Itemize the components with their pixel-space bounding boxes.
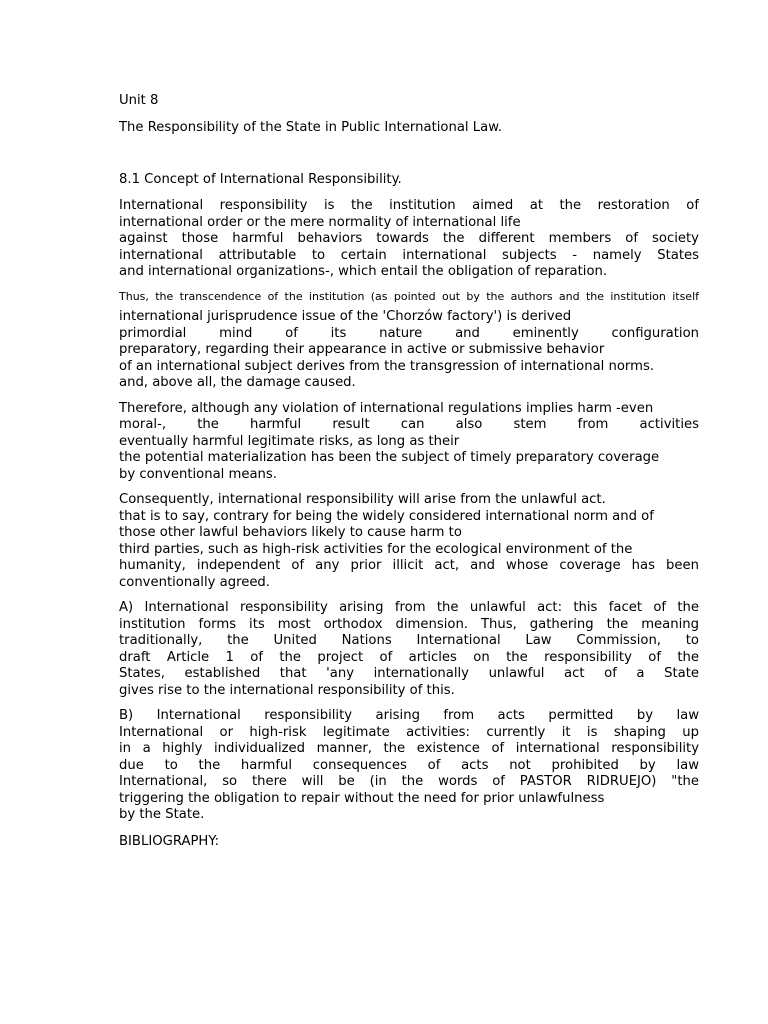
paragraph: [119, 492, 699, 591]
paragraph-line: by the State.: [119, 807, 205, 822]
paragraph: [119, 401, 699, 484]
paragraph-line: B) International responsibility arising from acts permitted by law: [119, 708, 699, 723]
paragraph-line: and, above all, the damage caused.: [119, 375, 356, 390]
paragraph-line: those other lawful behaviors likely to cause harm to: [119, 525, 462, 540]
paragraph-line: gives rise to the international responsibility of this.: [119, 682, 455, 698]
paragraph-line: primordial mind of its nature and eminently configuration: [119, 325, 699, 341]
paragraph: [119, 708, 699, 824]
paragraph-line: triggering the obligation to repair without the need for prior unlawfulness: [119, 790, 605, 806]
paragraphs-container: [119, 198, 699, 824]
paragraph-line: Consequently, international responsibility will arise from the unlawful act.: [119, 492, 606, 507]
paragraph-line: of an international subject derives from the transgression of international norms.: [119, 358, 655, 374]
paragraph-line: draft Article 1 of the project of articles on the responsibility of the: [119, 649, 699, 665]
paragraph-line: conventionally agreed.: [119, 574, 270, 590]
document-title: The Responsibility of the State in Public International Law.: [119, 120, 502, 135]
paragraph-line: against those harmful behaviors towards the different members of society: [119, 231, 699, 246]
paragraph-line: preparatory, regarding their appearance in active or submissive behavior: [119, 342, 605, 357]
document-body: [119, 92, 699, 850]
paragraph-line: third parties, such as high-risk activities for the ecological environment of the: [119, 541, 633, 557]
paragraph-line: that is to say, contrary for being the widely considered international norm and of: [119, 508, 654, 524]
paragraph-line: international jurisprudence issue of the 'Chorzów factory') is derived: [119, 309, 572, 324]
paragraph-line: International responsibility is the institution aimed at the restoration of: [119, 198, 699, 213]
bibliography-heading: BIBLIOGRAPHY:: [119, 833, 220, 849]
paragraph-line: international order or the mere normality of international life: [119, 214, 521, 230]
paragraph-line: Thus, the transcendence of the institution (as pointed out by the authors and the institution itself: [119, 289, 699, 303]
paragraph-line: the potential materialization has been the subject of timely preparatory coverage: [119, 450, 660, 465]
paragraph-line: eventually harmful legitimate risks, as long as their: [119, 433, 460, 449]
paragraph-line: and international organizations-, which entail the obligation of reparation.: [119, 264, 608, 279]
paragraph-line: traditionally, the United Nations International Law Commission, to: [119, 633, 699, 648]
paragraph: [119, 290, 699, 392]
paragraph: [119, 198, 699, 281]
paragraph-line: Therefore, although any violation of international regulations implies harm -even: [119, 400, 654, 416]
paragraph-line: humanity, independent of any prior illicit act, and whose coverage has been: [119, 558, 699, 573]
paragraph-line: due to the harmful consequences of acts not prohibited by law: [119, 757, 699, 773]
paragraph-line: in a highly individualized manner, the existence of international responsibility: [119, 741, 699, 756]
paragraph-line: international attributable to certain international subjects - namely States: [119, 247, 699, 263]
paragraph-line: International or high-risk legitimate activities: currently it is shaping up: [119, 724, 699, 740]
paragraph-line: A) International responsibility arising from the unlawful act: this facet of the: [119, 600, 699, 615]
paragraph-line: by conventional means.: [119, 466, 277, 482]
section-heading: 8.1 Concept of International Responsibility.: [119, 172, 402, 187]
paragraph: [119, 600, 699, 699]
paragraph-line: States, established that 'any internationally unlawful act of a State: [119, 666, 699, 681]
paragraph-line: moral-, the harmful result can also stem from activities: [119, 417, 699, 432]
unit-heading: Unit 8: [119, 93, 159, 108]
paragraph-line: institution forms its most orthodox dimension. Thus, gathering the meaning: [119, 616, 699, 632]
paragraph-line: International, so there will be (in the words of PASTOR RIDRUEJO) "the: [119, 774, 699, 789]
